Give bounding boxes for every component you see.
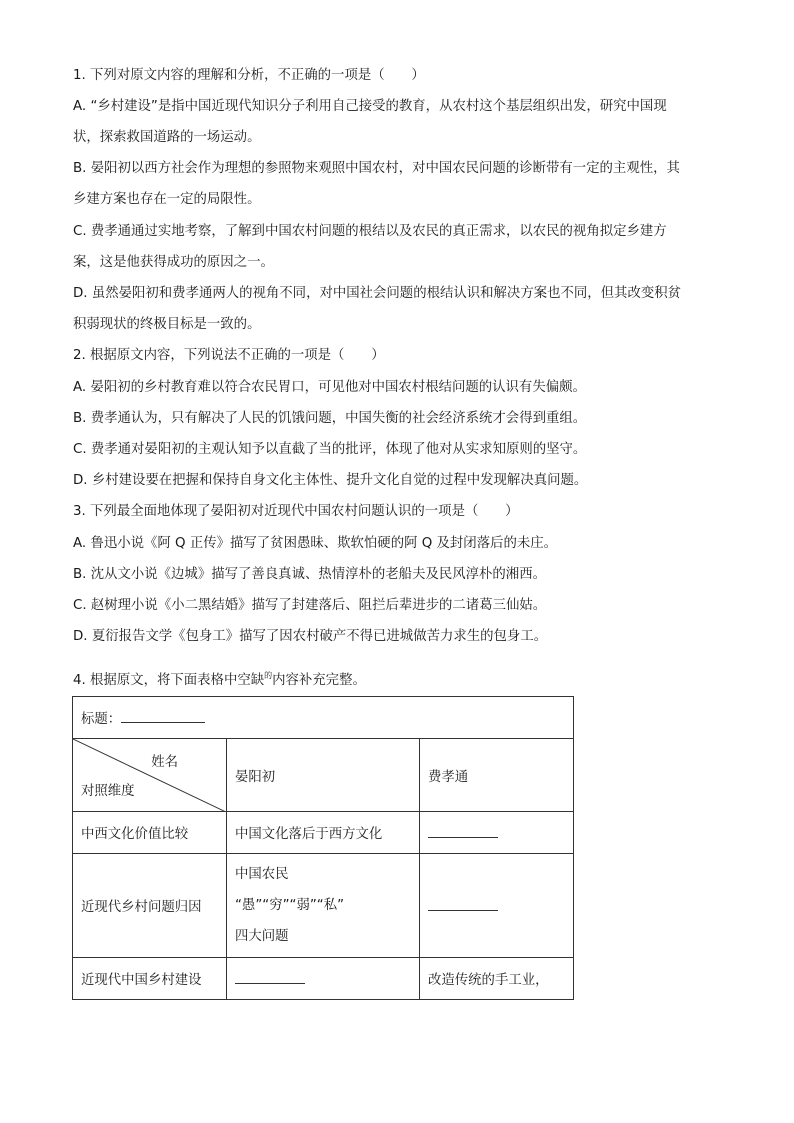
option-3d: D. 夏衍报告文学《包身工》描写了因农村破产不得已进城做苦力求生的包身工。	[73, 629, 548, 644]
question-4	[73, 666, 723, 691]
question-4-suffix: 内容补充完整。	[272, 673, 366, 688]
option-3b: B. 沈从文小说《边城》描写了善良真诚、热情淳朴的老船夫及民风淳朴的湘西。	[73, 567, 546, 582]
header-col1: 晏阳初	[227, 739, 420, 812]
row1-label: 中西文化价值比较	[73, 812, 227, 854]
row3-col1-blank	[235, 969, 305, 984]
option-1c-cont: 案，这是他获得成功的原因之一。	[73, 255, 274, 270]
option-2c: C. 费孝通对晏阳初的主观认知予以直截了当的批评，体现了他对从实求知原则的坚守。	[73, 442, 587, 457]
question-1: 1. 下列对原文内容的理解和分析，不正确的一项是（ ）	[73, 68, 425, 83]
question-2: 2. 根据原文内容，下列说法不正确的一项是（ ）	[73, 348, 385, 363]
row3-label: 近现代中国乡村建设	[73, 958, 227, 1000]
row2-col1-line1: 中国农民	[235, 867, 289, 882]
option-1a: A. “乡村建设”是指中国近现代知识分子利用自己接受的教育，从农村这个基层组织出发，研究中国现	[73, 99, 667, 114]
row2-col1-line3: 四大问题	[235, 929, 289, 944]
option-1d: D. 虽然晏阳初和费孝通两人的视角不同，对中国社会问题的根结认识和解决方案也不同，但其改变积贫	[73, 286, 682, 301]
option-3c: C. 赵树理小说《小二黑结婚》描写了封建落后、阻拦后辈进步的二诸葛三仙姑。	[73, 598, 547, 613]
option-1b-cont: 乡建方案也存在一定的局限性。	[73, 192, 261, 207]
question-3: 3. 下列最全面地体现了晏阳初对近现代中国农村问题认识的一项是（ ）	[73, 504, 519, 519]
option-1c: C. 费孝通通过实地考察，了解到中国农村问题的根结以及农民的真正需求，以农民的视角拟定乡建方	[73, 224, 667, 239]
row2-col2-blank	[428, 896, 498, 911]
header-dimension-label: 对照维度	[81, 784, 135, 799]
row2-label: 近现代乡村问题归因	[73, 854, 227, 958]
title-blank	[121, 708, 205, 723]
header-name-label: 姓名	[151, 755, 178, 770]
comparison-table	[72, 696, 574, 1000]
row1-col2-blank	[428, 823, 498, 838]
question-4-prefix: 4. 根据原文，将下面表格中空缺	[73, 673, 265, 688]
table-title-label: 标题：	[81, 712, 122, 727]
row2-col1-line2: “愚”“穷”“弱”“私”	[235, 898, 345, 913]
option-3a: A. 鲁迅小说《阿 Q 正传》描写了贫困愚昧、欺软怕硬的阿 Q 及封闭落后的未庄。	[73, 536, 558, 551]
option-2a: A. 晏阳初的乡村教育难以符合农民胃口，可见他对中国农村根结问题的认识有失偏颇。	[73, 380, 586, 395]
row1-col1: 中国文化落后于西方文化	[227, 812, 420, 854]
option-2d: D. 乡村建设要在把握和保持自身文化主体性、提升文化自觉的过程中发现解决真问题。	[73, 473, 588, 488]
row3-col1	[227, 958, 420, 1000]
row2-col1	[227, 854, 420, 958]
table-title-cell	[73, 697, 574, 739]
option-1d-cont: 积弱现状的终极目标是一致的。	[73, 317, 261, 332]
question-4-sup: 的	[264, 671, 273, 680]
row1-col2	[420, 812, 574, 854]
row2-col2	[420, 854, 574, 958]
option-1a-cont: 状，探索救国道路的一场运动。	[73, 130, 261, 145]
option-1b: B. 晏阳初以西方社会作为理想的参照物来观照中国农村，对中国农民问题的诊断带有一定的主观性，其	[73, 161, 680, 176]
diagonal-line	[73, 739, 226, 812]
header-diagonal-cell	[73, 739, 227, 812]
header-col2: 费孝通	[420, 739, 574, 812]
option-2b: B. 费孝通认为，只有解决了人民的饥饿问题，中国失衡的社会经济系统才会得到重组。	[73, 411, 587, 426]
row3-col2: 改造传统的手工业，	[420, 958, 574, 1000]
